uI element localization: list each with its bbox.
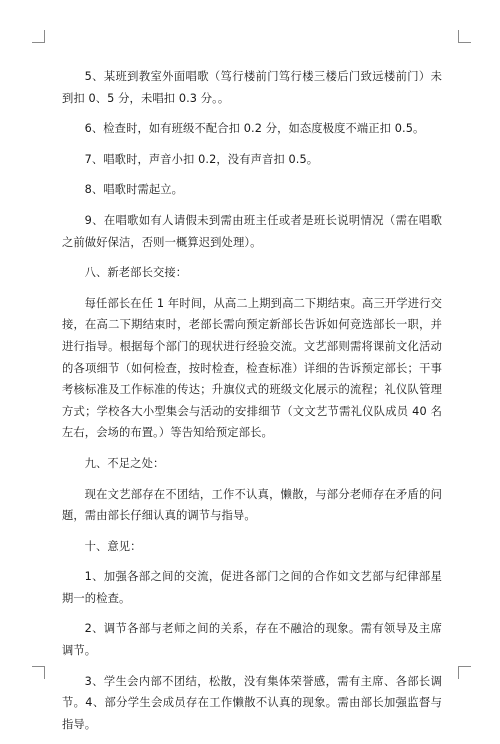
suggestion-item-3-4: 3、学生会内部不团结，松散，没有集体荣誉感，需有主席、各部长调节。4、部分学生会成员存在工作懒散不认真的现象。需由部长加强监督与指导。 [62,674,442,731]
rule-item-5: 5、某班到教室外面唱歌（笃行楼前门笃行楼三楼后门致远楼前门）未到扣 0、5 分，未唱扣 0.3 分。。 [62,70,442,105]
section-heading-handover: 八、新老部长交接： [84,266,188,280]
crop-mark-top-left [32,30,45,43]
crop-mark-bottom-right [458,666,471,679]
rule-item-6: 6、检查时，如有班级不配合扣 0.2 分，如态度极度不端正扣 0.5。 [84,122,425,136]
rule-item-9: 9、在唱歌如有人请假未到需由班主任或者是班长说明情况（需在唱歌之前做好保洁，否则一概算迟到处理）。 [62,213,442,249]
handover-paragraph: 每任部长在任 1 年时间，从高二上期到高二下期结束。高三开学进行交接，在高二下期结束时，老部长需向预定新部长告诉如何竞选部长一职，并进行指导。根据每个部门的现状进行经验交流。文艺部则需将课前文化活动的各项细节（如何检查，按时检查，检查标准）详细的告诉预定部长；干事考核标准及工作标准的传达；升旗仪式的班级文化展示的流程；礼仪队管理方式；学校各大小型集会与活动的安排细节（文文艺节需礼仪队成员 40 名左右，会场的布置。）等告知给预定部长。 [62,296,442,440]
document-body [62,66,442,744]
suggestion-item-2: 2、调节各部与老师之间的关系，存在不融洽的现象。需有领导及主席调节。 [62,622,442,658]
rule-item-7: 7、唱歌时，声音小扣 0.2，没有声音扣 0.5。 [84,152,319,166]
suggestion-item-1: 1、加强各部之间的交流，促进各部门之间的合作如文艺部与纪律部星期一的检查。 [62,570,442,605]
rule-item-8: 8、唱歌时需起立。 [84,183,184,197]
shortcomings-paragraph: 现在文艺部存在不团结，工作不认真，懒散，与部分老师存在矛盾的问题，需由部长仔细认真的调节与指导。 [62,487,442,523]
section-heading-shortcomings: 九、不足之处： [84,456,165,470]
crop-mark-bottom-left [32,666,45,679]
section-heading-suggestions: 十、意见： [84,539,142,553]
crop-mark-top-right [458,30,471,43]
